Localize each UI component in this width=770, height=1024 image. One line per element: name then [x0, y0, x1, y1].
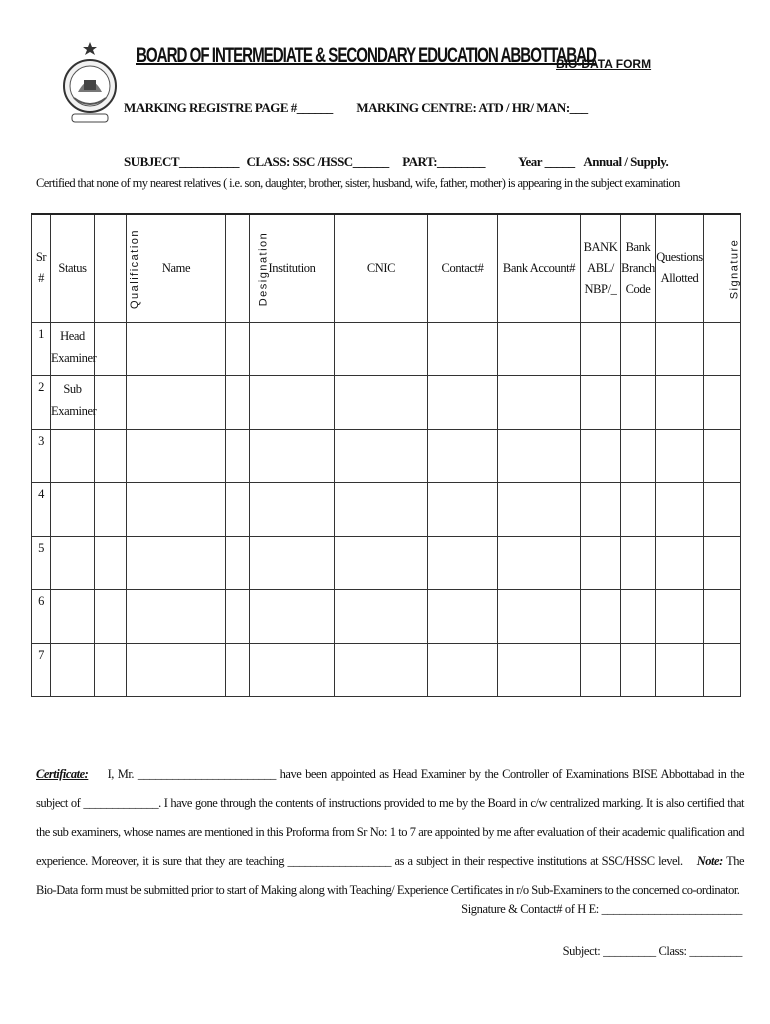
- cell-branch-code[interactable]: [621, 376, 656, 430]
- cell-qualification[interactable]: [95, 483, 127, 537]
- cell-questions-allotted[interactable]: [656, 429, 704, 483]
- cell-institution[interactable]: [250, 483, 335, 537]
- cell-name[interactable]: [127, 590, 226, 644]
- row-sr-number: 2: [32, 376, 51, 430]
- part-field[interactable]: PART:________: [402, 154, 486, 169]
- table-row: [32, 643, 741, 697]
- cell-bank-account[interactable]: [498, 322, 581, 376]
- header-bank: BANK ABL/ NBP/_: [581, 214, 621, 322]
- cell-bank[interactable]: [581, 429, 621, 483]
- row-status: [51, 590, 95, 644]
- row-status: [51, 536, 95, 590]
- cell-signature[interactable]: [704, 536, 741, 590]
- cell-bank-account[interactable]: [498, 429, 581, 483]
- row-status: [51, 483, 95, 537]
- cell-questions-allotted[interactable]: [656, 590, 704, 644]
- table-row: [32, 322, 741, 376]
- header-questions-allotted: Questions Allotted: [656, 214, 704, 322]
- cell-name[interactable]: [127, 643, 226, 697]
- table-row: [32, 590, 741, 644]
- header-sr: Sr #: [32, 214, 51, 322]
- cell-contact[interactable]: [428, 483, 498, 537]
- cell-cnic[interactable]: [335, 590, 428, 644]
- row-sr-number: 6: [32, 590, 51, 644]
- cell-questions-allotted[interactable]: [656, 483, 704, 537]
- cell-designation[interactable]: [226, 643, 250, 697]
- cell-bank-account[interactable]: [498, 536, 581, 590]
- cell-designation[interactable]: [226, 429, 250, 483]
- cell-designation[interactable]: [226, 483, 250, 537]
- header-designation: Designation: [226, 214, 250, 322]
- cell-institution[interactable]: [250, 590, 335, 644]
- cell-designation[interactable]: [226, 376, 250, 430]
- cell-bank-account[interactable]: [498, 376, 581, 430]
- cell-branch-code[interactable]: [621, 483, 656, 537]
- cell-cnic[interactable]: [335, 429, 428, 483]
- certified-statement: Certified that none of my nearest relatives ( i.e. son, daughter, brother, sister, husband, wife, father, mother) is appearing in the subject examination: [36, 176, 680, 190]
- row-sr-number: 4: [32, 483, 51, 537]
- cell-questions-allotted[interactable]: [656, 536, 704, 590]
- cell-branch-code[interactable]: [621, 590, 656, 644]
- cell-questions-allotted[interactable]: [656, 322, 704, 376]
- cell-contact[interactable]: [428, 322, 498, 376]
- row-status: Head Examiner: [51, 322, 95, 376]
- row-status: [51, 643, 95, 697]
- cell-institution[interactable]: [250, 536, 335, 590]
- cell-qualification[interactable]: [95, 376, 127, 430]
- cell-name[interactable]: [127, 483, 226, 537]
- header-institution: Institution: [250, 214, 335, 322]
- table-header-row: [32, 214, 741, 322]
- cell-cnic[interactable]: [335, 643, 428, 697]
- marking-centre-field[interactable]: MARKING CENTRE: ATD / HR/ MAN:___: [356, 100, 588, 115]
- cell-bank-account[interactable]: [498, 590, 581, 644]
- cell-bank-account[interactable]: [498, 483, 581, 537]
- cell-bank[interactable]: [581, 536, 621, 590]
- cell-qualification[interactable]: [95, 590, 127, 644]
- cell-signature[interactable]: [704, 590, 741, 644]
- row-sr-number: 3: [32, 429, 51, 483]
- cell-name[interactable]: [127, 429, 226, 483]
- row-status: [51, 429, 95, 483]
- marking-register-field[interactable]: MARKING REGISTRE PAGE #______: [124, 100, 333, 115]
- subject-class-field[interactable]: Subject: _________ Class: _________: [562, 944, 742, 958]
- cell-institution[interactable]: [250, 322, 335, 376]
- cell-contact[interactable]: [428, 376, 498, 430]
- certificate-paragraph: [36, 760, 744, 905]
- cell-cnic[interactable]: [335, 536, 428, 590]
- cell-branch-code[interactable]: [621, 429, 656, 483]
- cell-designation[interactable]: [226, 590, 250, 644]
- cell-cnic[interactable]: [335, 376, 428, 430]
- board-emblem-logo: [62, 40, 118, 126]
- cell-institution[interactable]: [250, 429, 335, 483]
- cell-branch-code[interactable]: [621, 536, 656, 590]
- subject-field[interactable]: SUBJECT__________: [124, 154, 240, 169]
- cell-signature[interactable]: [704, 429, 741, 483]
- header-contact: Contact#: [428, 214, 498, 322]
- class-field[interactable]: CLASS: SSC /HSSC______: [246, 154, 389, 169]
- cell-bank[interactable]: [581, 590, 621, 644]
- cell-branch-code[interactable]: [621, 322, 656, 376]
- cell-branch-code[interactable]: [621, 643, 656, 697]
- cell-designation[interactable]: [226, 322, 250, 376]
- annual-supply-label: Annual / Supply.: [583, 154, 669, 169]
- header-branch-code: Bank Branch Code: [621, 214, 656, 322]
- cell-contact[interactable]: [428, 590, 498, 644]
- cell-contact[interactable]: [428, 429, 498, 483]
- year-field[interactable]: Year _____: [518, 154, 575, 169]
- cell-institution[interactable]: [250, 376, 335, 430]
- cell-questions-allotted[interactable]: [656, 643, 704, 697]
- cell-bank[interactable]: [581, 322, 621, 376]
- cell-name[interactable]: [127, 376, 226, 430]
- subject-info-line: [124, 154, 668, 170]
- cell-name[interactable]: [127, 536, 226, 590]
- table-row: [32, 429, 741, 483]
- row-sr-number: 7: [32, 643, 51, 697]
- header-bank-account: Bank Account#: [498, 214, 581, 322]
- examiner-table: [31, 213, 741, 697]
- header-cnic: CNIC: [335, 214, 428, 322]
- cell-cnic[interactable]: [335, 483, 428, 537]
- table-row: [32, 483, 741, 537]
- row-sr-number: 5: [32, 536, 51, 590]
- certificate-text: I, Mr. ________________________ have been appointed as Head Examiner by the Controller of Examinations BISE Abbottabad in the subject of _____________. I have gone through the contents of instructions provided to me by the Board in c/w centralized marking. It is also certified that the sub examiners, whose names are mentioned in this Proforma from Sr No: 1 to 7 are appointed by me after evaluation of their academic qualification and experience. Moreover, it is sure that they are teaching __________________ as a subject in their respective institutions at SSC/HSSC level.: [36, 767, 745, 868]
- cell-bank[interactable]: [581, 376, 621, 430]
- cell-contact[interactable]: [428, 643, 498, 697]
- cell-institution[interactable]: [250, 643, 335, 697]
- table-row: [32, 376, 741, 430]
- certificate-label: Certificate:: [36, 767, 89, 781]
- cell-questions-allotted[interactable]: [656, 376, 704, 430]
- cell-qualification[interactable]: [95, 536, 127, 590]
- note-text: The Bio-Data form must be submitted prior to start of Making along with Teaching/ Experience Certificates in r/o Sub-Examiners to the concerned co-ordinator.: [36, 854, 744, 897]
- row-sr-number: 1: [32, 322, 51, 376]
- header-qualification: Qualification: [95, 214, 127, 322]
- cell-designation[interactable]: [226, 536, 250, 590]
- cell-qualification[interactable]: [95, 322, 127, 376]
- header-name: Name: [127, 214, 226, 322]
- header-signature: Signature: [704, 214, 741, 322]
- table-row: [32, 536, 741, 590]
- board-title: BOARD OF INTERMEDIATE & SECONDARY EDUCATION ABBOTTABAD: [136, 44, 596, 67]
- row-status: Sub Examiner: [51, 376, 95, 430]
- cell-name[interactable]: [127, 322, 226, 376]
- cell-bank-account[interactable]: [498, 643, 581, 697]
- cell-qualification[interactable]: [95, 429, 127, 483]
- cell-qualification[interactable]: [95, 643, 127, 697]
- cell-signature[interactable]: [704, 322, 741, 376]
- cell-signature[interactable]: [704, 483, 741, 537]
- cell-contact[interactable]: [428, 536, 498, 590]
- marking-info-line: [124, 100, 588, 116]
- form-title: BIO-DATA FORM: [556, 57, 652, 71]
- header-status: Status: [51, 214, 95, 322]
- cell-signature[interactable]: [704, 376, 741, 430]
- signature-contact-field[interactable]: Signature & Contact# of H E: ________________________: [461, 902, 742, 916]
- cell-cnic[interactable]: [335, 322, 428, 376]
- cell-signature[interactable]: [704, 643, 741, 697]
- cell-bank[interactable]: [581, 483, 621, 537]
- cell-bank[interactable]: [581, 643, 621, 697]
- note-label: Note:: [696, 854, 723, 868]
